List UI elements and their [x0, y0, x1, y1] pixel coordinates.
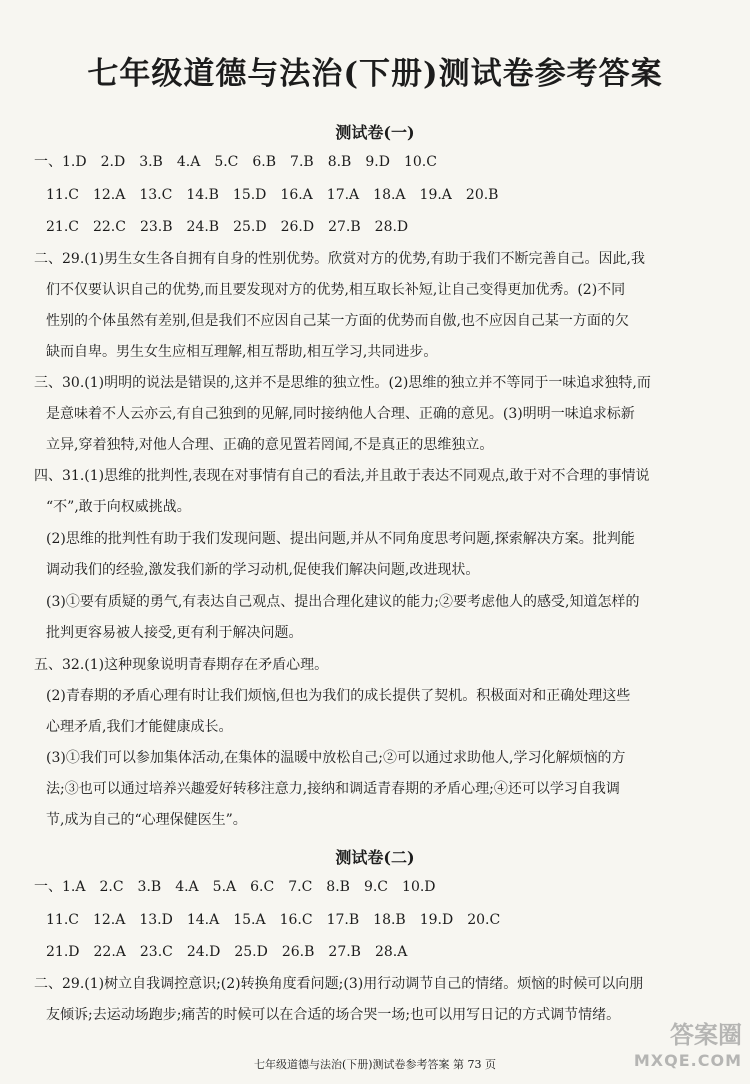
answer: 7.B	[290, 154, 314, 170]
mc-answer-row	[0, 910, 750, 930]
answer: 22.A	[93, 944, 126, 960]
page-title: 七年级道德与法治(下册)测试卷参考答案	[87, 56, 663, 92]
answer: 14.A	[186, 912, 220, 928]
answer-text-line: 法;③也可以通过培养兴趣爱好转移注意力,接纳和调适青春期的矛盾心理;④还可以学习自我调	[46, 781, 620, 797]
answer-text-line: (2)思维的批判性有助于我们发现问题、提出问题,并从不同角度思考问题,探索解决方案。批判能	[46, 531, 635, 547]
watermark-url: MXQE.COM	[633, 1051, 742, 1070]
answer: 13.D	[139, 912, 173, 928]
answer-text-line: 二、29.(1)树立自我调控意识;(2)转换角度看问题;(3)用行动调节自己的情绪。烦恼的时候可以向朋	[34, 976, 644, 992]
answer-text-line: (3)①我们可以参加集体活动,在集体的温暖中放松自己;②可以通过求助他人,学习化解烦恼的方	[46, 750, 626, 766]
section-heading-test1: 测试卷(一)	[335, 123, 415, 142]
answer-text-line: 立异,穿着独特,对他人合理、正确的意见置若罔闻,不是真正的思维独立。	[46, 437, 494, 453]
answer: 5.C	[214, 154, 239, 170]
answer: 27.B	[328, 219, 361, 235]
page-footer: 七年级道德与法治(下册)测试卷参考答案 第 73 页	[253, 1058, 497, 1071]
answer: 27.B	[328, 944, 361, 960]
answer-text-line: 心理矛盾,我们才能健康成长。	[46, 719, 233, 735]
answer: 23.C	[139, 944, 173, 960]
answer: 17.A	[326, 187, 360, 203]
answer: 26.B	[281, 944, 315, 960]
answer: 21.D	[46, 944, 80, 960]
answer: 28.D	[374, 219, 409, 235]
answer: 23.B	[139, 219, 173, 235]
mc-answer-row	[0, 877, 750, 897]
answer: 10.C	[403, 154, 437, 170]
answer: 18.B	[373, 912, 406, 928]
answer: 14.B	[186, 187, 219, 203]
answer: 12.A	[92, 912, 126, 928]
answer-text-line: 四、31.(1)思维的批判性,表现在对事情有自己的看法,并且敢于表达不同观点,敢于对不合理的事情说	[34, 468, 650, 484]
mc-answer-row	[0, 942, 750, 962]
answer: 10.D	[402, 879, 436, 895]
answer: 3.B	[139, 154, 163, 170]
answer: 4.A	[175, 879, 199, 895]
answer: 24.D	[186, 944, 221, 960]
answer: 9.C	[363, 879, 389, 895]
answer: 一、1.D	[34, 154, 87, 170]
answer-text-line: 调动我们的经验,激发我们新的学习动机,促使我们解决问题,改进现状。	[46, 562, 480, 578]
answer: 25.D	[233, 219, 267, 235]
answer: 4.A	[176, 154, 201, 170]
answer: 20.B	[465, 187, 499, 203]
answer: 15.A	[233, 912, 266, 928]
answer: 28.A	[374, 944, 408, 960]
answer-text-line: 友倾诉;去运动场跑步;痛苦的时候可以在合适的场合哭一场;也可以用写日记的方式调节情绪。	[46, 1007, 621, 1023]
answer: 2.C	[99, 879, 124, 895]
section-heading-test2: 测试卷(二)	[335, 848, 415, 867]
answer-text-line: 三、30.(1)明明的说法是错误的,这并不是思维的独立性。(2)思维的独立并不等同于一味追求独特,而	[34, 375, 651, 391]
answer: 16.A	[280, 187, 313, 203]
answer: 19.D	[419, 912, 454, 928]
watermark-logo	[634, 1022, 742, 1074]
answer-text-line: “不”,敢于向权威挑战。	[46, 499, 191, 515]
answer: 17.B	[326, 912, 360, 928]
answer: 7.C	[288, 879, 313, 895]
answer: 5.A	[212, 879, 237, 895]
answer: 21.C	[46, 219, 79, 235]
answer-text-line: 性别的个体虽然有差别,但是我们不应因自己某一方面的优势而自傲,也不应因自己某一方面的欠	[46, 313, 629, 329]
answer-text-line: 批判更容易被人接受,更有利于解决问题。	[46, 625, 303, 641]
answer: 19.A	[419, 187, 452, 203]
answer: 18.A	[373, 187, 406, 203]
answer: 16.C	[279, 912, 313, 928]
answer: 2.D	[100, 154, 126, 170]
answer: 6.B	[252, 154, 277, 170]
answer: 15.D	[232, 187, 267, 203]
answer: 6.C	[250, 879, 275, 895]
watermark-text: 答案圈	[670, 1021, 742, 1049]
answer: 20.C	[467, 912, 501, 928]
answer-text-line: 是意味着不人云亦云,有自己独到的见解,同时接纳他人合理、正确的意见。(3)明明一味追求标新	[46, 406, 635, 422]
mc-answer-row	[0, 152, 750, 172]
answer: 8.B	[327, 154, 352, 170]
answer: 9.D	[365, 154, 390, 170]
answer: 12.A	[92, 187, 126, 203]
answer-text-line: (3)①要有质疑的勇气,有表达自己观点、提出合理化建议的能力;②要考虑他人的感受,知道怎样的	[46, 594, 640, 610]
answer-text-line: 五、32.(1)这种现象说明青春期存在矛盾心理。	[34, 657, 329, 673]
answer: 13.C	[139, 187, 173, 203]
mc-answer-row	[0, 217, 750, 237]
answer: 一、1.A	[34, 879, 86, 895]
answer: 11.C	[46, 912, 79, 928]
mc-answer-row	[0, 185, 750, 205]
answer-text-line: (2)青春期的矛盾心理有时让我们烦恼,但也为我们的成长提供了契机。积极面对和正确处理这些	[46, 688, 631, 704]
answer: 11.C	[46, 187, 79, 203]
answer: 3.B	[137, 879, 162, 895]
answer: 8.B	[326, 879, 350, 895]
answer-text-line: 节,成为自己的“心理保健医生”。	[46, 812, 247, 828]
answer-text-line: 二、29.(1)男生女生各自拥有自身的性别优势。欣赏对方的优势,有助于我们不断完善自己。因此,我	[34, 251, 645, 267]
answer: 24.B	[186, 219, 220, 235]
answer-text-line: 缺而自卑。男生女生应相互理解,相互帮助,相互学习,共同进步。	[46, 344, 438, 360]
answer-text-line: 们不仅要认识自己的优势,而且要发现对方的优势,相互取长补短,让自己变得更加优秀。(2)不同	[46, 282, 626, 298]
answer: 26.D	[280, 219, 315, 235]
answer: 25.D	[234, 944, 268, 960]
answer: 22.C	[92, 219, 126, 235]
